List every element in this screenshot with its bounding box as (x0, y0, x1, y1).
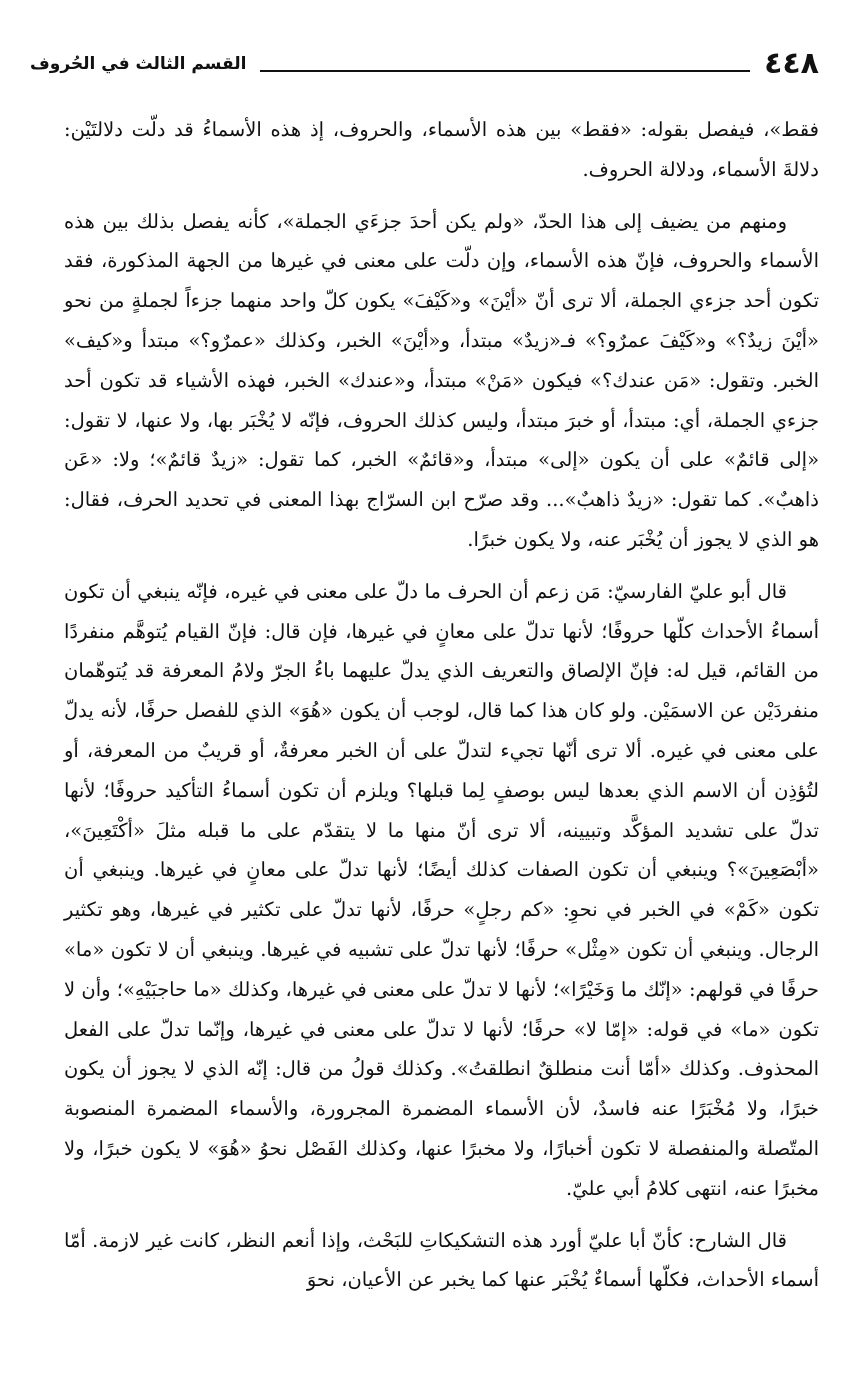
header-rule (260, 70, 750, 72)
page-number: ٤٤٨ (764, 46, 819, 81)
paragraph: ومنهم من يضيف إلى هذا الحدّ، «ولم يكن أحدَ جزءَي الجملة»، كأنه يفصل بذلك بين هذه الأسماء والحروف، فإنّ هذه الأسماء، وإن دلّت على معنى في غيرها من الجهة المذكورة، فقد تكون أحد جزءي الجملة، ألا ترى أنّ «أيْنَ» و«كَيْفَ» يكون كلّ واحد منهما جزءاً لجملةٍ من نحو «أيْنَ زيدٌ؟» و«كَيْفَ عمرٌو؟» فـ«زيدٌ» مبتدأ، و«أيْنَ» الخبر، وكذلك «عمرٌو؟» مبتدأ و«كيف» الخبر. وتقول: «مَن عندك؟» فيكون «مَنْ» مبتدأ، و«عندك» الخبر، فهذه الأشياء قد تكون أحد جزءي الجملة، أي: مبتدأ، أو خبرَ مبتدأ، وليس كذلك الحروف، فإنّه لا يُخْبَر بها، ولا عنها، لا تقول: «إلى قائمٌ» على أن يكون «إلى» مبتدأ، و«قائمٌ» الخبر، كما تقول: «زيدٌ قائمٌ»؛ ولا: «عَن ذاهبٌ». كما تقول: «زيدٌ ذاهبٌ»... وقد صرّح ابن السرّاج بهذا المعنى في تحديد الحرف، فقال: هو الذي لا يجوز أن يُخْبَر عنه، ولا يكون خبرًا. (64, 209, 819, 551)
running-header (30, 44, 819, 84)
paragraph: قال الشارح: كأنّ أبا عليّ أورد هذه التشكيكاتِ للبَحْث، وإذا أنعم النظر، كانت غير لازمة. أمّا أسماء الأحداث، فكلّها أسماءٌ يُخْبَر عنها كما يخبر عن الأعيان، نحوَ (64, 1228, 819, 1292)
section-title: القسم الثالث في الحُروف (30, 54, 247, 74)
paragraph: قال أبو عليّ الفارسيّ: مَن زعم أن الحرف ما دلّ على معنى في غيره، فإنّه ينبغي أن تكون أسماءُ الأحداث كلّها حروفًا؛ لأنها تدلّ على معانٍ في غيرها، فإن قال: فإنّ القيام يُتوهَّم منفردًا من القائم، قيل له: فإنّ الإلصاق والتعريف الذي يدلّ عليهما باءُ الجرّ ولامُ المعرفة قد يُتوهّمان منفردَيْن عن الاسمَيْن. ولو كان هذا كما قال، لوجب أن يكون «هُوَ» الذي للفصل حرفًا، لأنه يدلّ على معنى في غيره. ألا ترى أنّها تجيء لتدلّ على أن الخبر معرفةٌ، أو قريبٌ من المعرفة، أو لتُؤذِن أن الاسم الذي بعدها ليس بوصفٍ لِما قبلها؟ ويلزم أن تكون أسماءُ التأكيد حروفًا؛ لأنها تدلّ على تشديد المؤكَّد وتبيينه، ألا ترى أنّ منها ما لا يتقدّم على ما قبله مثلَ «أكْتَعِينَ»، «أبْصَعِينَ»؟ وينبغي أن تكون الصفات كذلك أيضًا؛ لأنها تدلّ على معانٍ في غيرها. وينبغي أن تكون «كَمْ» في الخبر في نحوِ: «كم رجلٍ» حرفًا، لأنها تدلّ على تكثير في غيرها، وهو تكثير الرجال. وينبغي أن تكون «مِثْل» حرفًا؛ لأنها تدلّ على تشبيه في غيرها. وينبغي أن لا تكون «ما» حرفًا في قولهم: «إنّك ما وَخَيْرًا»؛ لأنها لا تدلّ على معنى في غيرها، وكذلك «ما حاجبَيْهِ»؛ وأن لا تكون «ما» في قوله: «إمّا لا» حرفًا؛ لأنها لا تدلّ على معنى في غيرها، وإنّما تدلّ على الفعل المحذوف. وكذلك «أمّا أنت منطلقٌ انطلقتُ». وكذلك قولُ من قال: إنّه الذي لا يجوز أن يكون خبرًا، ولا مُخْبَرًا عنه فاسدٌ، لأن الأسماء المضمرة المجرورة، والأسماء المضمرة المنصوبة المتّصلة والمنفصلة لا تكون أخبارًا، ولا مخبرًا عنها، وكذلك الفَصْل نحوُ «هُوَ» لا يكون خبرًا، ولا مخبرًا عنه، انتهى كلامُ أبي عليّ. (64, 579, 819, 1200)
paragraph: فقط»، فيفصل بقوله: «فقط» بين هذه الأسماء، والحروف، إذ هذه الأسماءُ قد دلّت دلالتَيْن: دلالةَ الأسماء، ودلالة الحروف. (64, 118, 819, 181)
page-body (64, 110, 819, 1312)
